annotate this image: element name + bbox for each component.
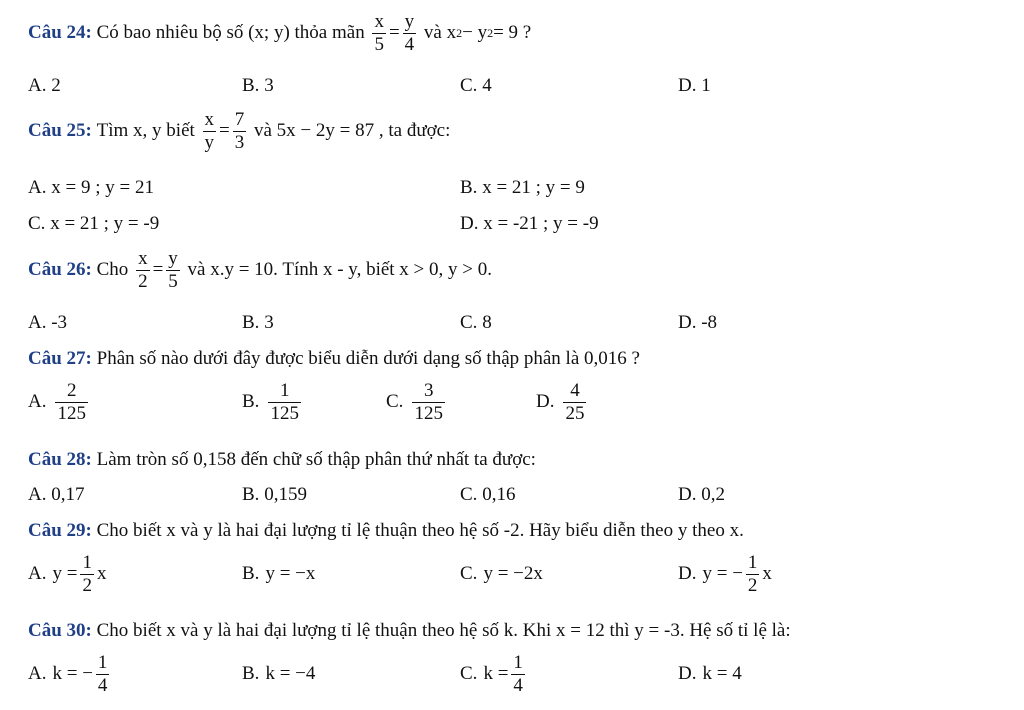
option-c[interactable]: C. 8	[460, 312, 492, 333]
option-d[interactable]: D. x = -21 ; y = -9	[460, 213, 599, 234]
option-d[interactable]: D. 0,2	[678, 484, 725, 505]
question-label: Câu 27:	[28, 348, 92, 369]
question-30	[28, 620, 791, 642]
question-25: Câu 25: Tìm x, y biết $\frac{x}{y}$ = $\frac{7}{3}$ và 5x − 2y = 87 , ta được:	[28, 108, 451, 153]
fraction: $\frac{y}{5}$	[168, 247, 178, 292]
option-c[interactable]: C. 0,16	[460, 484, 516, 505]
question-label: Câu 26:	[28, 259, 92, 280]
option-a[interactable]: A. 2	[28, 75, 61, 96]
question-text: Cho biết x và y là hai đại lượng tỉ lệ thuận theo hệ số -2. Hãy biểu diễn theo y theo x.	[96, 520, 744, 541]
question-label: Câu 24:	[28, 22, 92, 43]
option-a[interactable]: A. -3	[28, 312, 68, 333]
option-a[interactable]: A. 0,17	[28, 484, 85, 505]
question-label: Câu 28:	[28, 449, 92, 470]
fraction: $\frac{x}{2}$	[138, 247, 148, 292]
fraction: $\frac{x}{5}$	[374, 10, 384, 55]
option-b[interactable]: B. k = −4	[242, 663, 316, 684]
option-d[interactable]: D. $\frac{4}{25}$	[536, 379, 585, 424]
option-c[interactable]: C. x = 21 ; y = -9	[28, 213, 160, 234]
question-24: Câu 24: Có bao nhiêu bộ số (x; y) thỏa mãn $\frac{x}{5}$ = $\frac{y}{4}$ và x 2 − y 2 = 9 ?	[28, 10, 532, 55]
option-b[interactable]: B. 3	[242, 75, 274, 96]
question-text: Làm tròn số 0,158 đến chữ số thập phân thứ nhất ta được:	[96, 449, 536, 470]
question-label: Câu 25:	[28, 120, 92, 141]
option-b[interactable]: B. 3	[242, 312, 274, 333]
question-label: Câu 30:	[28, 620, 92, 641]
option-a[interactable]: A. x = 9 ; y = 21	[28, 177, 154, 198]
question-26: Câu 26: Cho $\frac{x}{2}$ = $\frac{y}{5}$ và x.y = 10. Tính x - y, biết x > 0, y > 0.	[28, 247, 492, 292]
question-28	[28, 449, 536, 471]
option-a[interactable]: A. k = − $\frac{1}{4}$	[28, 651, 108, 696]
option-d[interactable]: D. -8	[678, 312, 718, 333]
option-d[interactable]: D. 1	[678, 75, 711, 96]
question-text: Có bao nhiêu bộ số (x; y) thỏa mãn	[96, 22, 365, 43]
question-text: Phân số nào dưới đây được biểu diễn dưới dạng số thập phân là 0,016 ?	[96, 348, 640, 369]
question-text: Cho	[96, 259, 129, 280]
option-b[interactable]: B. 0,159	[242, 484, 307, 505]
option-d[interactable]: D. y = − $\frac{1}{2}$ x	[678, 551, 772, 596]
option-d[interactable]: D. k = 4	[678, 663, 742, 684]
fraction: $\frac{7}{3}$	[234, 108, 245, 153]
option-b[interactable]: B. y = −x	[242, 563, 316, 584]
option-c[interactable]: C. k = $\frac{1}{4}$	[460, 651, 523, 696]
option-c[interactable]: C. 4	[460, 75, 492, 96]
option-c[interactable]: C. y = −2x	[460, 563, 543, 584]
option-c[interactable]: C. $\frac{3}{125}$	[386, 379, 443, 424]
option-b[interactable]: B. $\frac{1}{125}$	[242, 379, 299, 424]
option-b[interactable]: B. x = 21 ; y = 9	[460, 177, 585, 198]
question-text: Tìm x, y biết	[96, 120, 195, 141]
option-a[interactable]: A. y = $\frac{1}{2}$ x	[28, 551, 107, 596]
fraction: $\frac{y}{4}$	[404, 10, 415, 55]
question-27	[28, 348, 640, 370]
question-text: Cho biết x và y là hai đại lượng tỉ lệ thuận theo hệ số k. Khi x = 12 thì y = -3. Hệ số tỉ lệ là:	[96, 620, 791, 641]
fraction: $\frac{x}{y}$	[204, 108, 215, 153]
question-29	[28, 520, 744, 542]
question-label: Câu 29:	[28, 520, 92, 541]
option-a[interactable]: A. $\frac{2}{125}$	[28, 379, 86, 424]
